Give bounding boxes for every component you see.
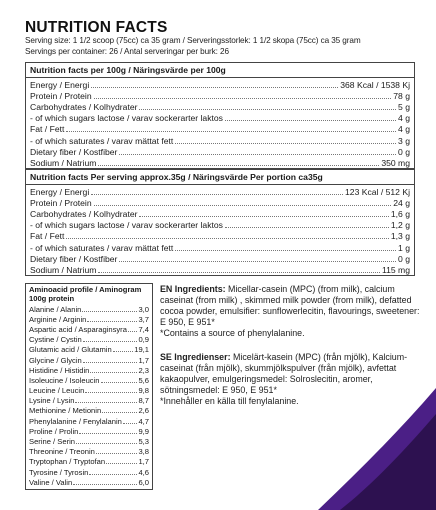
dotted-leader [83,362,138,363]
per-100g-label: - of which saturates / varav mättat fett [30,135,174,146]
aminoacid-value: 5,3 [138,437,149,447]
per-serving-value: 1,6 g [390,209,410,220]
per-100g-row [30,90,410,101]
aminoacid-label: Methionine / Metionin [29,406,102,416]
per-100g-row [30,101,410,112]
aminoacid-label: Alanine / Alanin [29,304,82,314]
aminoacid-value: 3,7 [138,314,149,324]
aminoacid-row [29,324,149,334]
per-serving-row [30,208,410,219]
per-100g-label: Dietary fiber / Kostfiber [30,146,118,157]
per-serving-row [30,264,410,275]
per-100g-value: 5 g [398,102,410,113]
per-serving-value: 0 g [398,253,410,264]
dotted-leader [89,474,137,475]
aminoacid-row [29,436,149,446]
per-100g-value: 3 g [398,135,410,146]
aminoacid-label: Leucine / Leucin [29,386,85,396]
aminoacid-label: Phenylalanine / Fenylalanin [29,416,122,426]
per-100g-header: Nutrition facts per 100g / Näringsvärde per 100g [26,63,414,78]
per-100g-row [30,134,410,145]
aminoacid-row [29,303,149,313]
dotted-leader [225,227,389,228]
servings-per-container-text: Servings per container: 26 / Antal serveringar per burk: 26 [25,47,229,56]
per-100g-label: Protein / Protein [30,91,92,102]
dotted-leader [76,443,137,444]
per-serving-value: 1 g [398,242,410,253]
aminoacid-label: Isoleucine / Isoleucin [29,375,100,385]
dotted-leader [139,109,396,110]
per-serving-row [30,241,410,252]
dotted-leader [90,372,137,373]
per-serving-label: Energy / Energi [30,187,90,198]
dotted-leader [102,412,137,413]
dotted-leader [91,194,343,195]
aminoacid-value: 6,0 [138,477,149,487]
per-serving-header: Nutrition facts Per serving approx.35g / Näringsvärde Per portion ca35g [26,170,414,185]
per-100g-row [30,157,410,168]
aminoacid-row [29,477,149,487]
aminoacid-profile-table [25,283,153,490]
dotted-leader [79,433,137,434]
en-ingredients-block [160,284,422,339]
per-100g-label: Fat / Fett [30,124,65,135]
per-serving-value: 1,3 g [390,231,410,242]
aminoacid-row [29,395,149,405]
aminoacid-label: Tryptophan / Tryptofan [29,457,106,467]
aminoacid-value: 4,7 [138,416,149,426]
aminoacid-label: Serine / Serin [29,437,76,447]
aminoacid-row [29,456,149,466]
dotted-leader [225,120,396,121]
per-serving-row [30,197,410,208]
dotted-leader [82,311,137,312]
dotted-leader [66,131,396,132]
en-ingredients-text: Micellar-casein (MPC) (from milk), calcium caseinat (from milk) , skimmed milk powder (from milk), defatted cocoa powder, emulsifier: sunflowerlecitin, flavourings, sweetener: E 950, E 951* [160,284,420,327]
per-100g-row [30,112,410,123]
aminoacid-row [29,466,149,476]
dotted-leader [75,402,137,403]
per-serving-label: Carbohydrates / Kolhydrater [30,209,138,220]
per-serving-row [30,186,410,197]
en-ingredients-heading: EN Ingredients: [160,284,226,294]
dotted-leader [98,165,379,166]
aminoacid-value: 1,7 [138,457,149,467]
aminoacid-label: Lysine / Lysin [29,396,75,406]
se-ingredients-text: Micelärt-kasein (MPC) (från mjölk), Kalcium-caseinat (från mjölk), skummjölkspulver (från mjölk), avfettat kakaopulver, emulgeringsmedel: Solroslecitin, aromer, sötningsmedel: E 950, E 951* [160,352,408,395]
aminoacid-row [29,375,149,385]
aminoacid-label: Glycine / Glycin [29,355,82,365]
dotted-leader [175,250,396,251]
aminoacid-value: 1,7 [138,355,149,365]
aminoacid-title: Aminoacid profile / Aminogram [29,285,142,294]
aminoacid-value: 7,4 [138,324,149,334]
aminoacid-value: 2,3 [138,365,149,375]
dotted-leader [96,453,138,454]
aminoacid-value: 8,7 [138,396,149,406]
per-serving-label: Fat / Fett [30,231,65,242]
aminoacid-row [29,365,149,375]
aminoacid-row [29,354,149,364]
dotted-leader [128,331,138,332]
dotted-leader [87,321,137,322]
dotted-leader [94,98,392,99]
per-100g-row [30,146,410,157]
aminoacid-value: 9,9 [138,426,149,436]
per-serving-label: Dietary fiber / Kostfiber [30,253,118,264]
aminoacid-row [29,344,149,354]
dotted-leader [123,423,138,424]
aminoacid-value: 3,0 [138,304,149,314]
per-serving-value: 123 Kcal / 512 Kj [345,187,410,198]
per-serving-row [30,219,410,230]
per-100g-label: - of which sugars lactose / varav sockerarter laktos [30,113,223,124]
aminoacid-row [29,385,149,395]
dotted-leader [139,216,388,217]
aminoacid-label: Aspartic acid / Asparaginsyra [29,324,127,334]
aminoacid-value: 0,9 [138,335,149,345]
per-serving-row [30,253,410,264]
en-ingredients-note: *Contains a source of phenylalanine. [160,328,305,338]
aminoacid-value: 19,1 [134,345,149,355]
aminoacid-value: 9,8 [138,386,149,396]
dotted-leader [73,484,137,485]
aminoacid-label: Histidine / Histidin [29,365,90,375]
aminoacid-label: Threonine / Treonin [29,447,95,457]
aminoacid-row [29,446,149,456]
aminoacid-label: Cystine / Cystin [29,335,82,345]
per-serving-label: Sodium / Natrium [30,264,97,275]
aminoacid-value: 2,6 [138,406,149,416]
per-serving-value: 1,2 g [390,220,410,231]
se-ingredients-note: *Innehåller en källa till fenylalanine. [160,396,299,406]
per-serving-row [30,230,410,241]
decorative-wave-dark [340,414,436,510]
per-100g-value: 4 g [398,113,410,124]
per-100g-label: Carbohydrates / Kolhydrater [30,102,138,113]
per-100g-value: 78 g [393,91,410,102]
dotted-leader [119,261,396,262]
per-serving-value: 115 mg [381,264,410,275]
per-serving-label: Protein / Protein [30,198,92,209]
serving-size-text: Serving size: 1 1/2 scoop (75cc) ca 35 gram / Serveringsstorlek: 1 1/2 skopa (75cc) ca 35 gram [25,36,361,45]
dotted-leader [106,463,137,464]
per-100g-row [30,79,410,90]
dotted-leader [98,272,380,273]
dotted-leader [94,205,392,206]
aminoacid-row [29,415,149,425]
aminoacid-subtitle: 100g protein [29,294,75,304]
aminoacid-value: 5,6 [138,375,149,385]
se-ingredients-block [160,352,422,407]
dotted-leader [91,87,338,88]
dotted-leader [113,351,134,352]
aminoacid-row [29,314,149,324]
aminoacid-row [29,405,149,415]
per-100g-value: 4 g [398,124,410,135]
dotted-leader [85,392,137,393]
per-serving-value: 24 g [393,198,410,209]
dotted-leader [66,238,388,239]
per-100g-row [30,123,410,134]
per-100g-value: 0 g [398,146,410,157]
page-title: NUTRITION FACTS [25,19,168,36]
aminoacid-label: Proline / Prolin [29,426,79,436]
dotted-leader [101,382,138,383]
dotted-leader [83,341,138,342]
per-100g-label: Sodium / Natrium [30,157,97,168]
aminoacid-label: Arginine / Arginin [29,314,87,324]
dotted-leader [119,154,396,155]
se-ingredients-heading: SE Ingredienser: [160,352,231,362]
per-100g-table [25,62,415,169]
per-100g-value: 368 Kcal / 1538 Kj [340,80,410,91]
per-100g-value: 350 mg [381,157,410,168]
aminoacid-label: Tyrosine / Tyrosin [29,467,89,477]
aminoacid-value: 3,8 [138,447,149,457]
aminoacid-row [29,426,149,436]
aminoacid-label: Valine / Valin [29,477,73,487]
per-serving-table [25,169,415,276]
per-100g-label: Energy / Energi [30,80,90,91]
per-serving-label: - of which sugars lactose / varav sockerarter laktos [30,220,223,231]
aminoacid-label: Glutamic acid / Glutamin [29,345,112,355]
dotted-leader [175,143,396,144]
per-serving-label: - of which saturates / varav mättat fett [30,242,174,253]
aminoacid-row [29,334,149,344]
aminoacid-value: 4,6 [138,467,149,477]
